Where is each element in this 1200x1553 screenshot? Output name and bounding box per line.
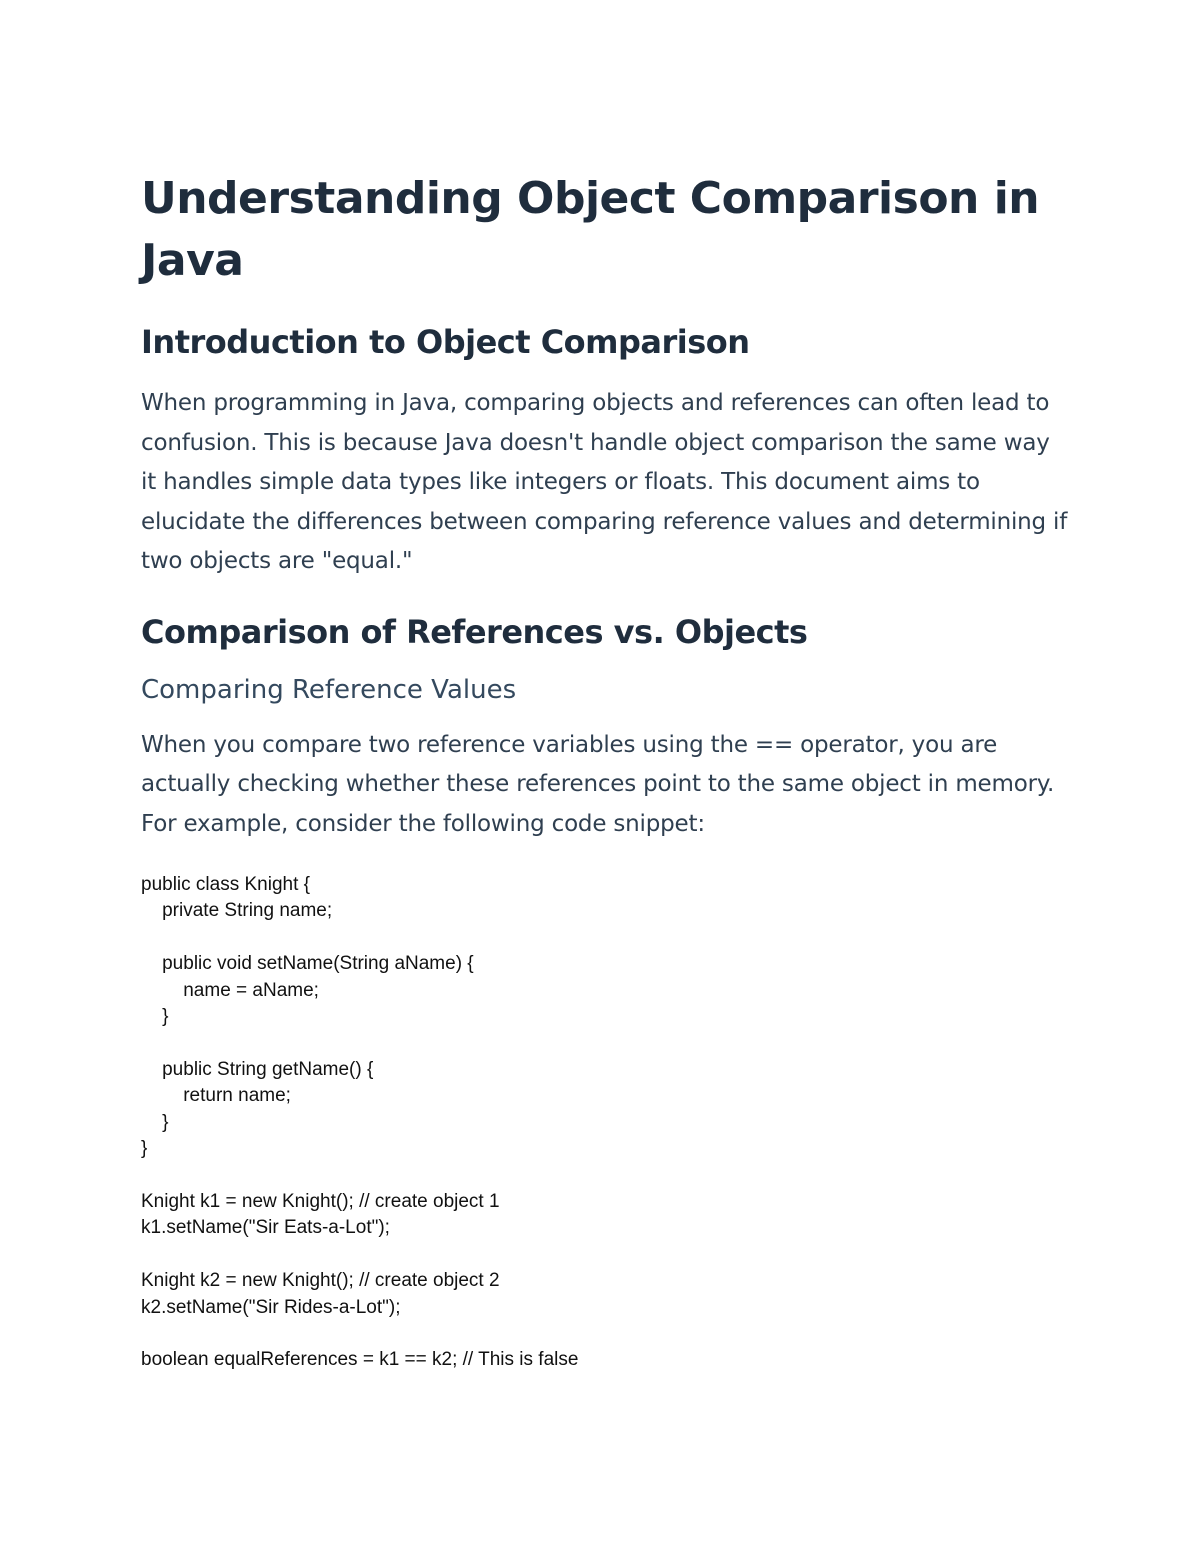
comparison-paragraph: When you compare two reference variables using the == operator, you are actually checking whether these references point to the same object in memory. For example, consider the following code snippet: [141,731,1055,837]
section-heading-comparison: Comparison of References vs. Objects [141,612,808,651]
section-heading-introduction: Introduction to Object Comparison [141,323,750,361]
document-title: Understanding Object Comparison in Java [141,173,1040,286]
document-content [141,168,1071,1374]
introduction-paragraph: When programming in Java, comparing objects and references can often lead to confusion. This is because Java doesn't handle object comparison the same way it handles simple data types like integers or floats. This document aims to elucidate the differences between comparing reference values and determining if two objects are "equal." [141,390,1068,574]
subheading-comparing-reference-values: Comparing Reference Values [141,674,517,705]
code-snippet: public class Knight { private String name; public void setName(String aName) { name = aName; } public String getName() { return name; } } Knight k1 = new Knight(); // create object 1 k1.setName("Sir Eats-a-Lot"); Knight k2 = new Knight(); // create object 2 k2.setName("Sir Rides-a-Lot"); boolean equalReferences = k1 == k2; // This is false [141,874,579,1371]
